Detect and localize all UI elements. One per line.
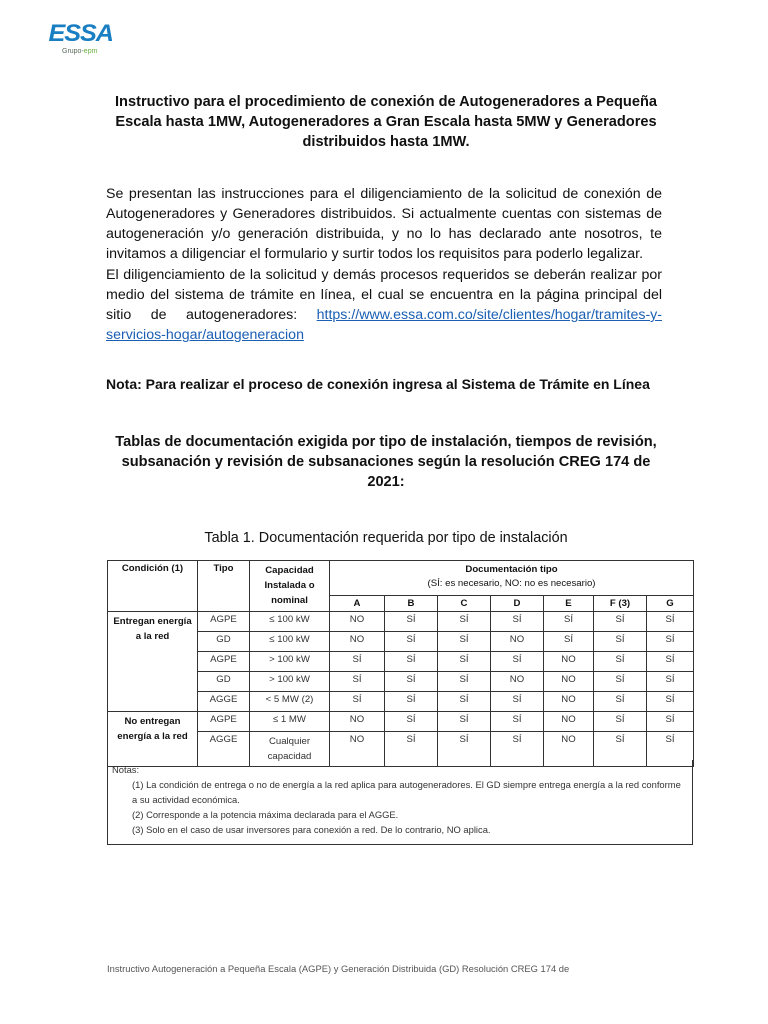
doc-value-cell: SÍ [647, 712, 694, 732]
logo-group: Grupo-epm [62, 48, 98, 55]
header-doc-col: B [385, 596, 438, 612]
doc-value-cell: SÍ [594, 692, 647, 712]
condition-cell: No entregan energía a la red [108, 712, 198, 767]
doc-value-cell: SÍ [385, 672, 438, 692]
header-doc-col: A [330, 596, 385, 612]
doc-value-cell: SÍ [647, 672, 694, 692]
table-notes [107, 760, 693, 845]
header-doc-col: F (3) [594, 596, 647, 612]
doc-value-cell: SÍ [594, 712, 647, 732]
table-row [108, 712, 694, 732]
capacidad-cell: ≤ 100 kW [250, 612, 330, 632]
doc-value-cell: NO [491, 672, 544, 692]
procedure-paragraph: El diligenciamiento de la solicitud y demás procesos requeridos se deberán realizar por medio del sistema de trámite en línea, el cual se encuentra en la página principal del sitio de autogeneradores: https://www.essa.com.co/site/clientes/hogar/tramites-y-servicios-hogar/autogeneracion [106, 267, 662, 343]
doc-value-cell: SÍ [647, 632, 694, 652]
header-doc-col: C [438, 596, 491, 612]
doc-value-cell: NO [544, 672, 594, 692]
doc-value-cell: NO [330, 712, 385, 732]
doc-value-cell: SÍ [647, 612, 694, 632]
documentation-table [107, 560, 694, 767]
tipo-cell: AGGE [198, 732, 250, 767]
doc-value-cell: SÍ [594, 652, 647, 672]
doc-value-cell: SÍ [438, 652, 491, 672]
doc-value-cell: NO [544, 712, 594, 732]
header-condicion: Condición (1) [108, 561, 198, 612]
header-doc-col: G [647, 596, 694, 612]
doc-value-cell: SÍ [491, 712, 544, 732]
notes-label: Notas: [112, 764, 140, 775]
tipo-cell: AGPE [198, 652, 250, 672]
autogeneracion-link[interactable]: https://www.essa.com.co/site/clientes/hogar/tramites-y-servicios-hogar/autogeneracion [106, 307, 662, 343]
doc-value-cell: SÍ [491, 612, 544, 632]
tipo-cell: AGPE [198, 612, 250, 632]
table-caption: Tabla 1. Documentación requerida por tipo de instalación [204, 530, 568, 546]
doc-value-cell: SÍ [544, 612, 594, 632]
doc-value-cell: NO [330, 732, 385, 767]
doc-value-cell: SÍ [438, 612, 491, 632]
doc-value-cell: SÍ [438, 732, 491, 767]
page-footer: Instructivo Autogeneración a Pequeña Escala (AGPE) y Generación Distribuida (GD) Resolución CREG 174 de [107, 963, 570, 974]
note-1: (1) La condición de entrega o no de energía a la red aplica para autogeneradores. El GD siempre entrega energía a la red conforme a su actividad económica. [132, 779, 681, 805]
doc-value-cell: SÍ [491, 692, 544, 712]
note-3: (3) Solo en el caso de usar inversores para conexión a red. De lo contrario, NO aplica. [132, 824, 491, 835]
doc-value-cell: SÍ [647, 652, 694, 672]
doc-value-cell: SÍ [438, 632, 491, 652]
table-row [108, 612, 694, 632]
capacidad-cell: Cualquier capacidad [250, 732, 330, 767]
doc-value-cell: SÍ [385, 692, 438, 712]
doc-value-cell: SÍ [647, 692, 694, 712]
doc-value-cell: NO [544, 652, 594, 672]
note-2: (2) Corresponde a la potencia máxima declarada para el AGGE. [132, 809, 399, 820]
tipo-cell: GD [198, 632, 250, 652]
doc-value-cell: NO [330, 632, 385, 652]
header-doc-col: D [491, 596, 544, 612]
capacidad-cell: ≤ 100 kW [250, 632, 330, 652]
condition-cell: Entregan energía a la red [108, 612, 198, 712]
doc-value-cell: SÍ [385, 632, 438, 652]
doc-value-cell: SÍ [594, 632, 647, 652]
tipo-cell: AGGE [198, 692, 250, 712]
capacidad-cell: ≤ 1 MW [250, 712, 330, 732]
tipo-cell: AGPE [198, 712, 250, 732]
doc-value-cell: SÍ [385, 712, 438, 732]
document-title: Instructivo para el procedimiento de conexión de Autogeneradores a Pequeña Escala hasta 1MW, Autogeneradores a Gran Escala hasta 5MW y Generadores distribuidos hasta 1MW. [115, 94, 657, 150]
doc-value-cell: NO [544, 692, 594, 712]
header-tipo: Tipo [198, 561, 250, 612]
doc-value-cell: NO [330, 612, 385, 632]
doc-value-cell: SÍ [330, 652, 385, 672]
intro-paragraph: Se presentan las instrucciones para el diligenciamiento de la solicitud de conexión de Autogeneradores y Generadores distribuidos. Si actualmente cuentas con sistemas de autogeneración y/o generación distribuida, y no lo has declarado ante nosotros, te invitamos a diligenciar el formulario y surtir todos los requisitos para poderlo legalizar. [106, 186, 662, 262]
doc-value-cell: SÍ [385, 732, 438, 767]
doc-value-cell: SÍ [438, 692, 491, 712]
doc-value-cell: SÍ [330, 692, 385, 712]
essa-logo [48, 20, 113, 64]
capacidad-cell: < 5 MW (2) [250, 692, 330, 712]
logo-brand: ESSA [48, 20, 113, 47]
doc-value-cell: SÍ [438, 672, 491, 692]
doc-value-cell: NO [544, 732, 594, 767]
doc-value-cell: SÍ [438, 712, 491, 732]
capacidad-cell: > 100 kW [250, 672, 330, 692]
doc-value-cell: SÍ [491, 652, 544, 672]
doc-value-cell: SÍ [385, 652, 438, 672]
doc-value-cell: SÍ [594, 612, 647, 632]
doc-value-cell: SÍ [544, 632, 594, 652]
capacidad-cell: > 100 kW [250, 652, 330, 672]
doc-value-cell: SÍ [594, 732, 647, 767]
header-documentacion: Documentación tipo (SÍ: es necesario, NO: no es necesario) [330, 561, 694, 596]
doc-value-cell: NO [491, 632, 544, 652]
section-title: Tablas de documentación exigida por tipo de instalación, tiempos de revisión, subsanación y revisión de subsanaciones según la resolución CREG 174 de 2021: [115, 434, 657, 490]
tipo-cell: GD [198, 672, 250, 692]
doc-value-cell: SÍ [491, 732, 544, 767]
doc-value-cell: SÍ [385, 612, 438, 632]
nota-text: Nota: Para realizar el proceso de conexión ingresa al Sistema de Trámite en Línea [106, 376, 650, 392]
doc-value-cell: SÍ [594, 672, 647, 692]
header-capacidad: Capacidad Instalada o nominal [250, 561, 330, 612]
doc-value-cell: SÍ [647, 732, 694, 767]
header-doc-col: E [544, 596, 594, 612]
doc-value-cell: SÍ [330, 672, 385, 692]
